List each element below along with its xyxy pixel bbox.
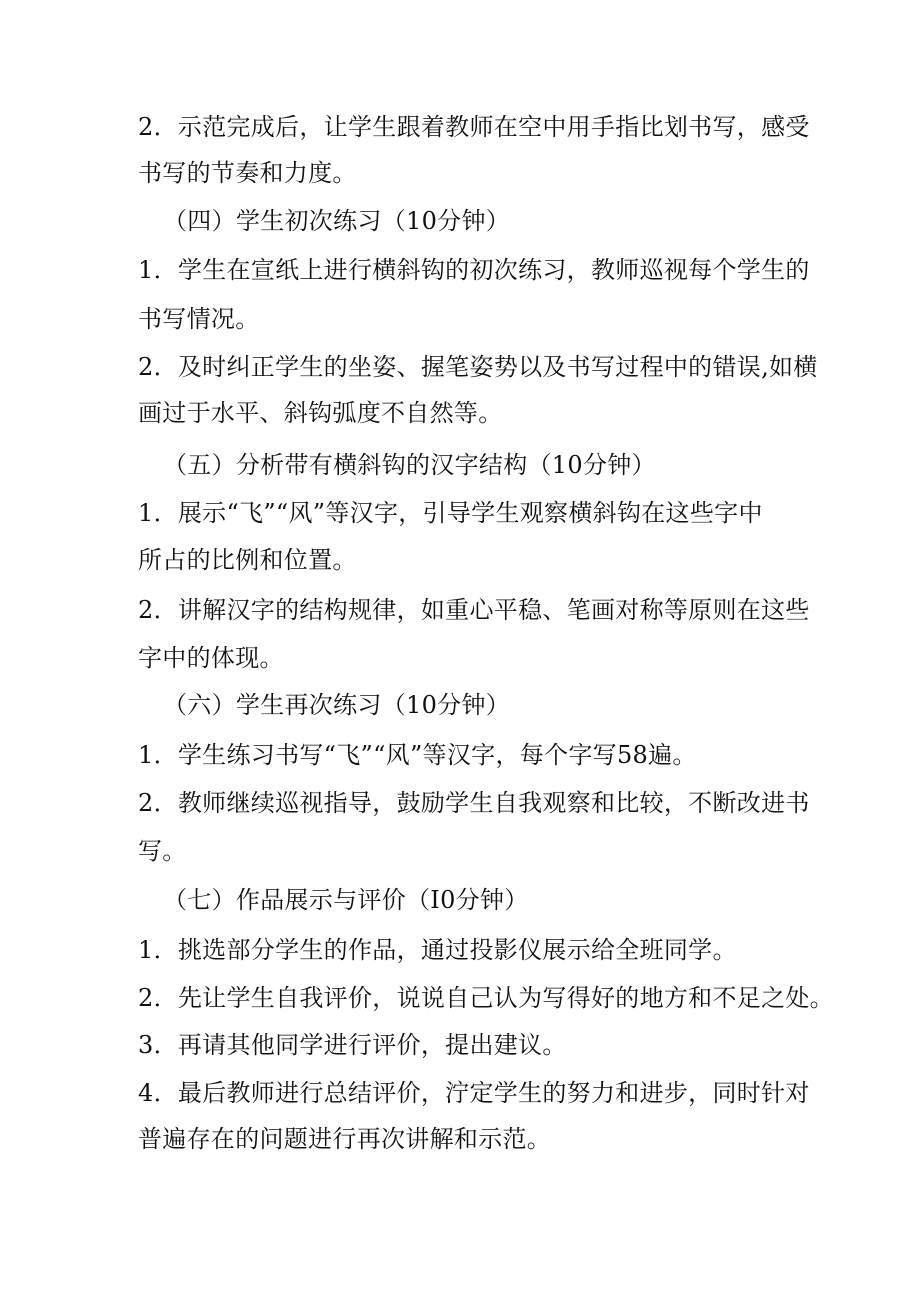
paragraph-line: 1．学生练习书写“飞”“风”等汉字，每个字写58遍。 bbox=[138, 741, 697, 769]
paragraph-line: 所占的比例和位置。 bbox=[138, 546, 357, 574]
paragraph-line: 4．最后教师进行总结评价，泞定学生的努力和进步，同时针对 bbox=[138, 1079, 810, 1107]
paragraph-line: 书写的节奏和力度。 bbox=[138, 159, 357, 187]
paragraph-line: 画过于水平、斜钩弧度不自然等。 bbox=[138, 399, 503, 427]
paragraph-line: 2．先让学生自我评价，说说自己认为写得好的地方和不足之处。 bbox=[138, 984, 834, 1012]
paragraph-line: 2．及时纠正学生的坐姿、握笔姿势以及书写过程中的错误,如横 bbox=[138, 353, 818, 381]
paragraph-line: 1．展示“飞”“风”等汉字，引导学生观察横斜钩在这些字中 bbox=[138, 499, 763, 527]
paragraph-line: 1．学生在宣纸上进行横斜钩的初次练习，教师巡视每个学生的 bbox=[138, 256, 810, 284]
paragraph-line: 书写情况。 bbox=[138, 305, 260, 333]
paragraph-line: 写。 bbox=[138, 837, 187, 865]
paragraph-line: 1．挑选部分学生的作品，通过投影仪展示给全班同学。 bbox=[138, 936, 737, 964]
paragraph-line: 字中的体现。 bbox=[138, 644, 284, 672]
section-heading: （七）作品展示与评价（I0分钟） bbox=[163, 886, 529, 914]
paragraph-line: 2．教师继续巡视指导，鼓励学生自我观察和比较，不断改进书 bbox=[138, 789, 810, 817]
section-heading: （六）学生再次练习（10分钟） bbox=[163, 691, 511, 719]
section-heading: （四）学生初次练习（10分钟） bbox=[163, 207, 511, 235]
paragraph-line: 2．示范完成后，让学生跟着教师在空中用手指比划书写，感受 bbox=[138, 113, 810, 141]
paragraph-line: 普遍存在的问题进行再次讲解和示范。 bbox=[138, 1125, 552, 1153]
paragraph-line: 3．再请其他同学进行评价，提出建议。 bbox=[138, 1031, 567, 1059]
section-heading: （五）分析带有横斜钩的汉字结构（10分钟） bbox=[163, 451, 656, 479]
paragraph-line: 2．讲解汉字的结构规律，如重心平稳、笔画对称等原则在这些 bbox=[138, 596, 810, 624]
